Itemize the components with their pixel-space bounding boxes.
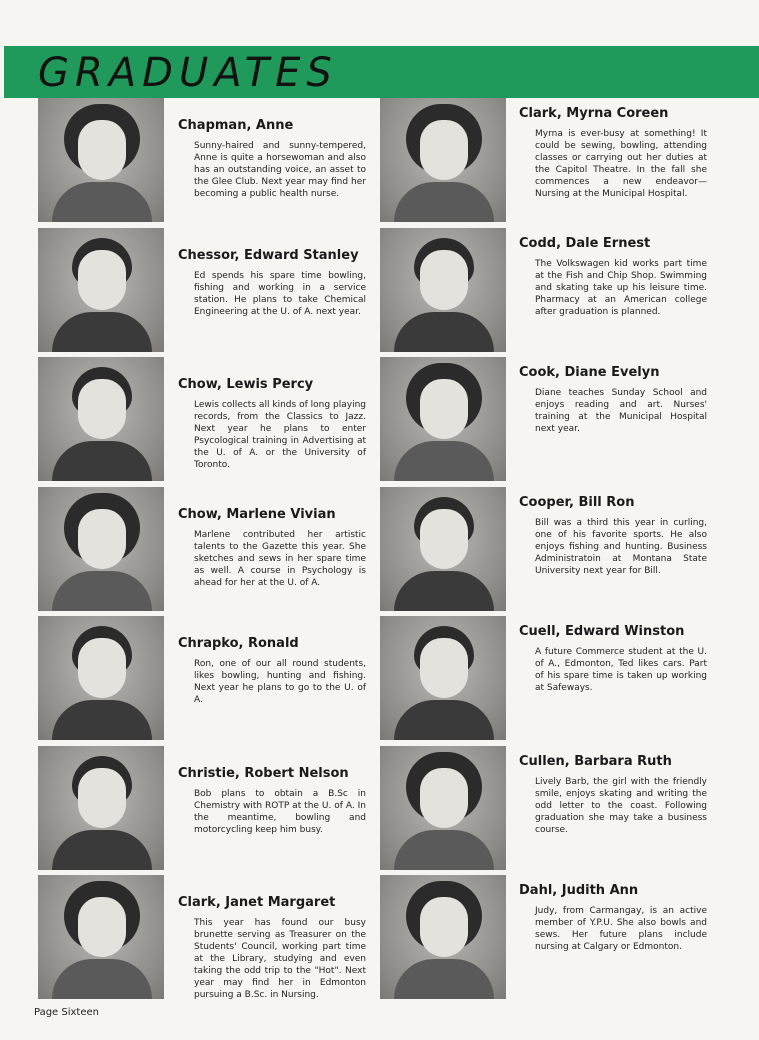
graduate-bio: Marlene contributed her artistic talents to the Gazette this year. She sketches and sews in her spare time as well. A course in Psychology is ahead for her at the U. of A.: [194, 529, 366, 588]
graduate-bio: Bill was a third this year in curling, one of his favorite sports. He also enjoys fishing and hunting. Business Administratoin at Montana State University next year for Bill.: [535, 517, 707, 576]
graduate-name: Chow, Lewis Percy: [178, 377, 314, 392]
graduate-bio: Bob plans to obtain a B.Sc in Chemistry with ROTP at the U. of A. In the meantime, bowling and motorcycling keep him busy.: [194, 788, 366, 835]
graduate-entry: [379, 873, 729, 1003]
graduate-bio: This year has found our busy brunette serving as Treasurer on the Students' Council, working part time at the Library, studying and even taking the odd trip to the "Hot". Next year may find her in Edmonton pursuing a B.Sc. in Nursing.: [194, 918, 366, 1000]
page-title: GRADUATES: [38, 50, 338, 96]
graduate-entry: [38, 744, 388, 874]
graduate-entry: [379, 614, 729, 744]
graduate-bio: Lewis collects all kinds of long playing records, from the Classics to Jazz. Next year he plans to enter Psycological training in Advertising at the U. of A. or the University of Toronto.: [194, 400, 366, 470]
portrait-photo: [380, 487, 506, 611]
left-column: [38, 96, 388, 1003]
graduate-bio: Sunny-haired and sunny-tempered, Anne is quite a horsewoman and also has an outstanding voice, an asset to the Glee Club. Next year may find her becoming a public health nurse.: [194, 141, 366, 199]
portrait-photo: [380, 875, 506, 999]
graduate-bio: Ron, one of our all round students, likes bowling, hunting and fishing. Next year he plans to go to the U. of A.: [194, 659, 366, 705]
graduate-name: Cullen, Barbara Ruth: [519, 753, 672, 769]
graduate-entry: [38, 614, 388, 744]
graduate-bio: The Volkswagen kid works part time at the Fish and Chip Shop. Swimming and skating take up his leisure time. Pharmacy at an American college after graduation is planned.: [535, 258, 707, 317]
graduate-entry: [38, 226, 388, 356]
graduate-name: Cook, Diane Evelyn: [519, 365, 660, 380]
graduate-bio: Judy, from Carmangay, is an active member of Y.P.U. She also bowls and sews. Her future plans include nursing at Calgary or Edmonton.: [535, 906, 707, 952]
portrait-photo: [380, 228, 506, 352]
graduate-name: Chrapko, Ronald: [178, 636, 299, 651]
graduate-name: Dahl, Judith Ann: [519, 883, 639, 898]
portrait-photo: [38, 746, 164, 870]
graduate-bio: Ed spends his spare time bowling, fishing and working in a service station. He plans to take Chemical Engineering at the U. of A. next year.: [194, 270, 366, 317]
portrait-photo: [38, 357, 164, 481]
graduate-entry: [38, 873, 388, 1003]
graduate-name: Clark, Janet Margaret: [178, 895, 336, 910]
graduate-bio: Diane teaches Sunday School and enjoys reading and art. Nurses' training at the Municipal Hospital next year.: [535, 388, 707, 434]
graduate-name: Clark, Myrna Coreen: [519, 106, 669, 121]
graduate-entry: [379, 96, 729, 226]
portrait-photo: [38, 228, 164, 352]
portrait-photo: [38, 98, 164, 222]
portrait-photo: [380, 746, 506, 870]
graduate-entry: [379, 485, 729, 615]
graduate-name: Christie, Robert Nelson: [178, 765, 349, 781]
graduate-bio: Lively Barb, the girl with the friendly smile, enjoys skating and writing the odd letter to the coast. Following graduation she may take a business course.: [535, 776, 707, 835]
graduate-name: Chapman, Anne: [178, 118, 294, 133]
page-number: Page Sixteen: [34, 1007, 99, 1018]
graduate-entry: [38, 485, 388, 615]
graduate-entry: [379, 744, 729, 874]
graduate-entry: [38, 96, 388, 226]
portrait-photo: [380, 357, 506, 481]
portrait-photo: [38, 616, 164, 740]
graduate-name: Chessor, Edward Stanley: [178, 247, 359, 263]
portrait-photo: [38, 487, 164, 611]
graduate-bio: Myrna is ever-busy at something! It could be sewing, bowling, attending classes or carrying out her duties at the Capitol Theatre. In the fall she commences a new endeavor—Nursing at the Municipal Hospital.: [535, 129, 707, 199]
portrait-photo: [380, 616, 506, 740]
graduate-name: Chow, Marlene Vivian: [178, 506, 336, 522]
graduate-entry: [38, 355, 388, 485]
graduate-bio: A future Commerce student at the U. of A., Edmonton, Ted likes cars. Part of his spare time is taken up working at Safeways.: [535, 647, 707, 693]
graduate-entry: [379, 355, 729, 485]
graduate-name: Codd, Dale Ernest: [519, 235, 651, 251]
portrait-photo: [380, 98, 506, 222]
right-column: [379, 96, 729, 1003]
graduate-name: Cooper, Bill Ron: [519, 494, 635, 510]
graduate-name: Cuell, Edward Winston: [519, 624, 685, 639]
portrait-photo: [38, 875, 164, 999]
graduate-entry: [379, 226, 729, 356]
